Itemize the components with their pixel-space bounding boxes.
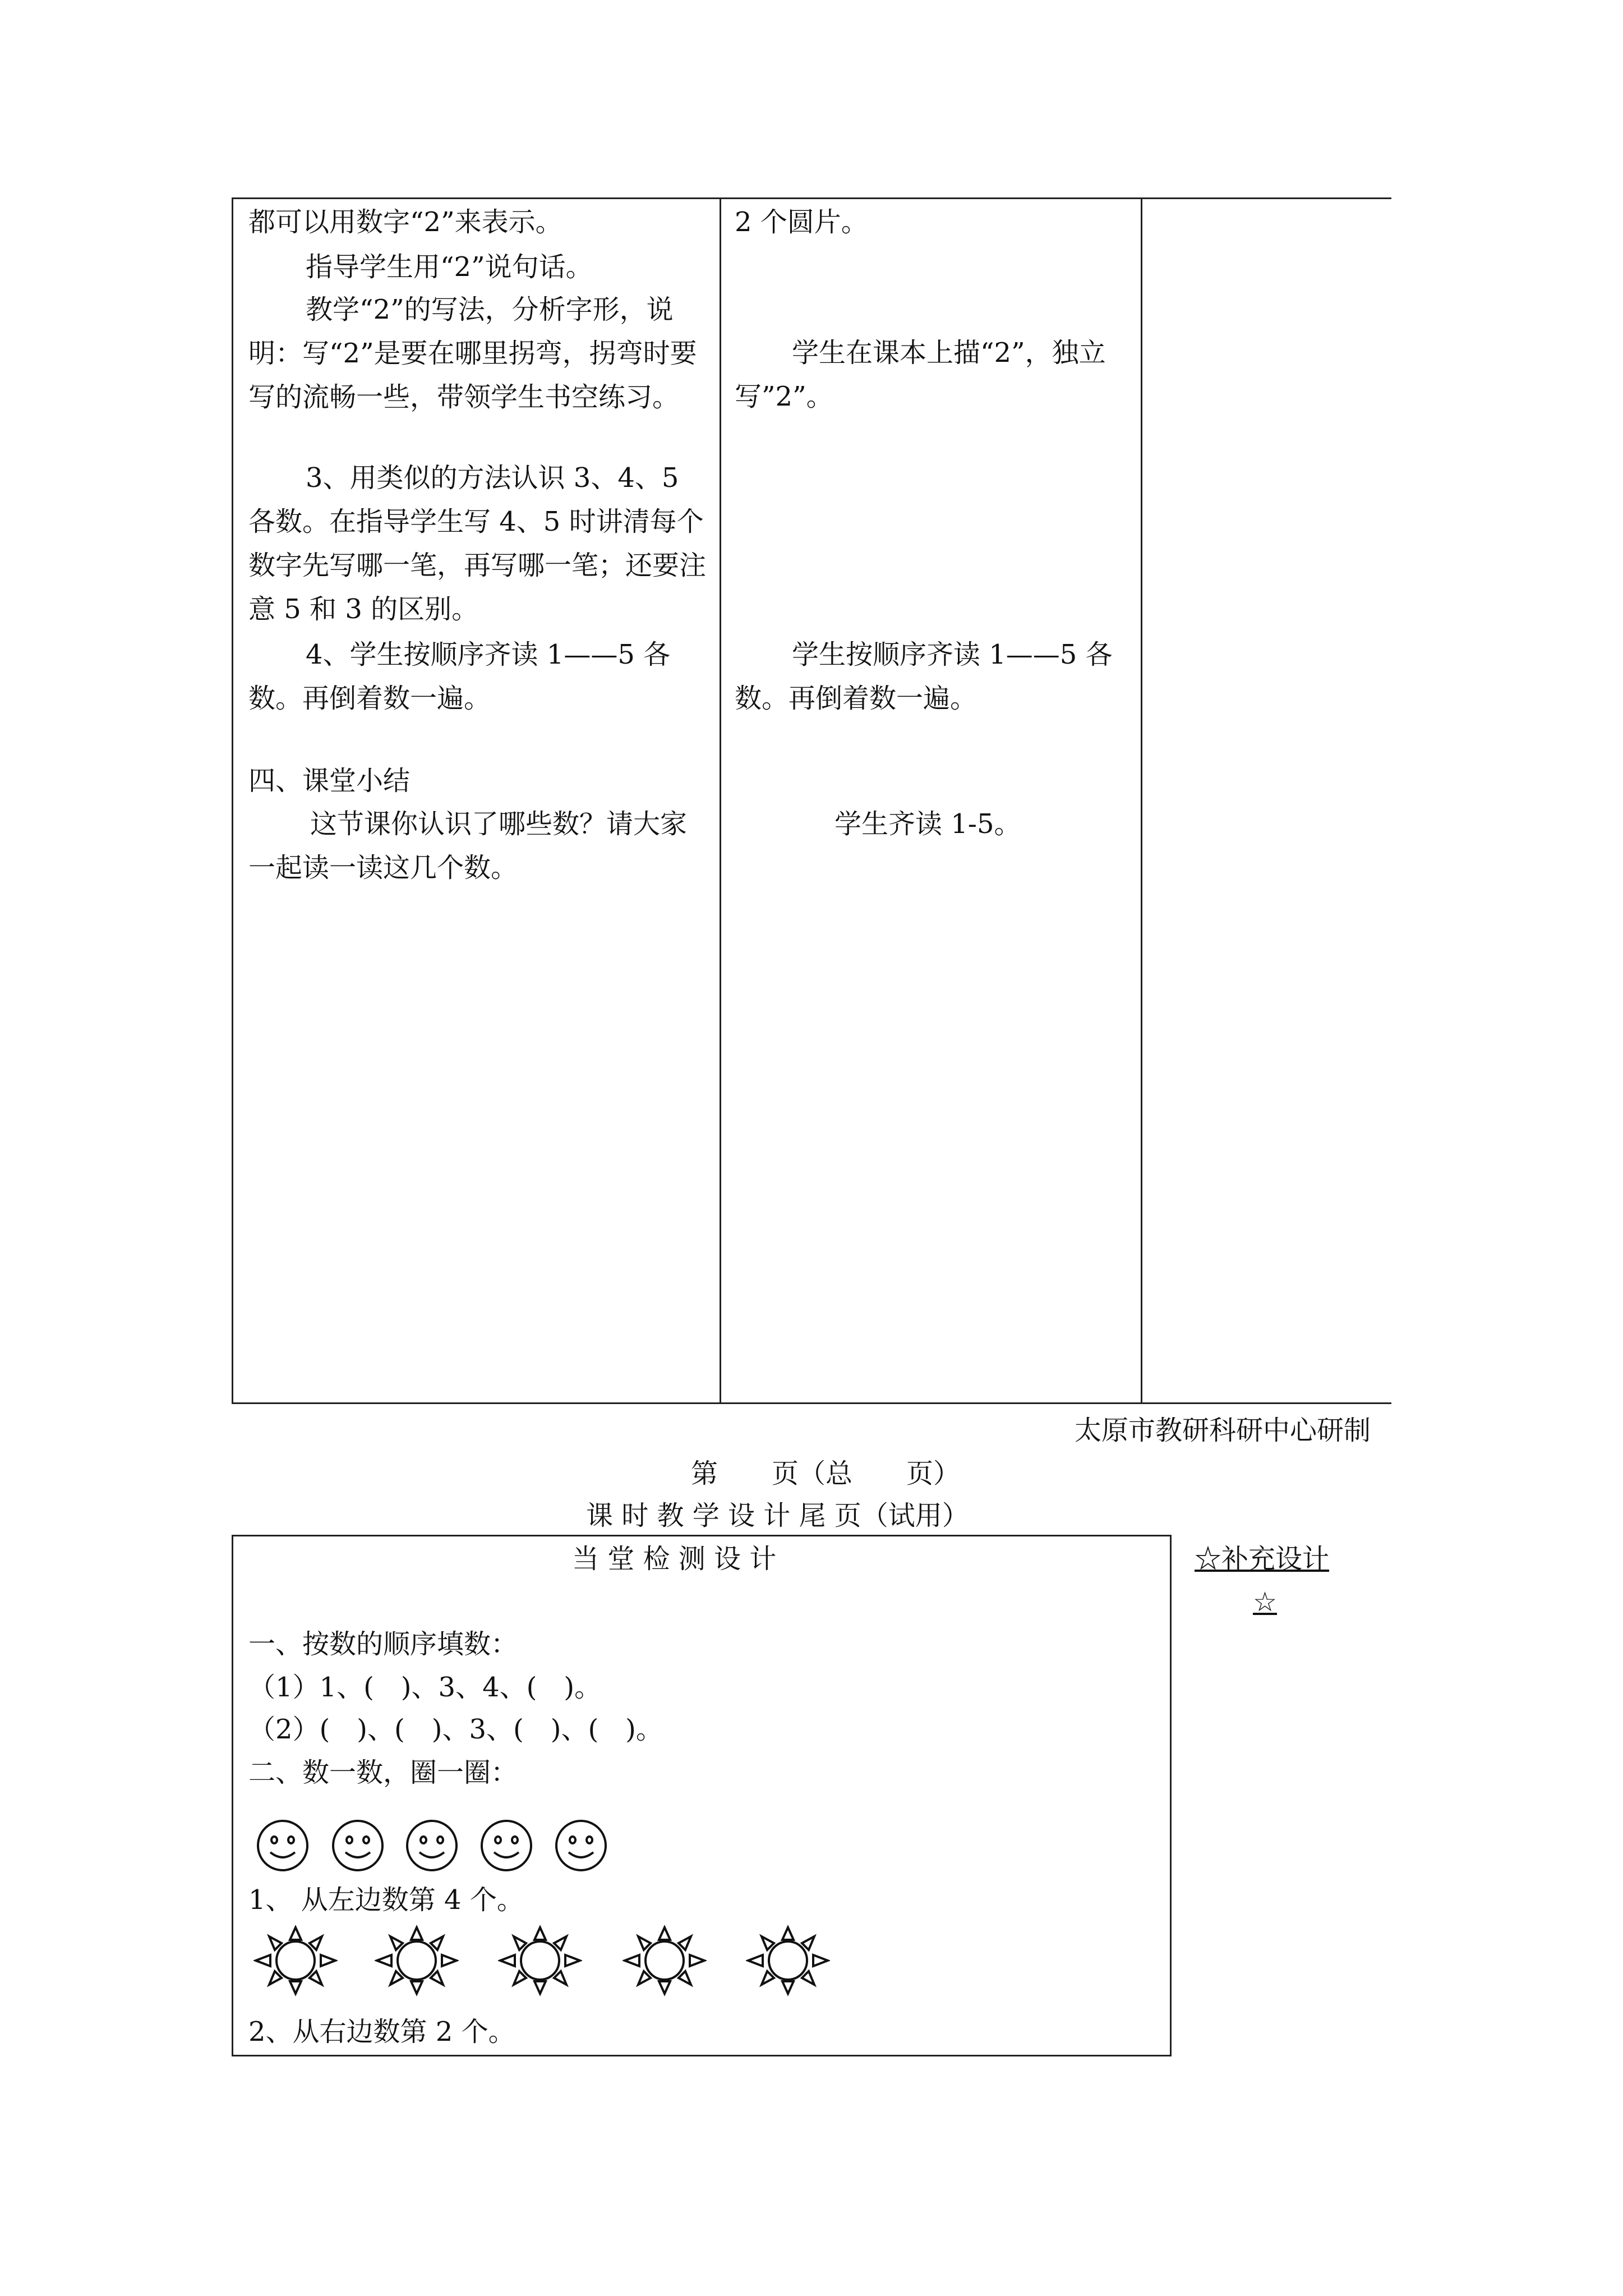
- sun-icon: [623, 1924, 707, 1997]
- footer-org: 太原市教研科研中心研制: [1075, 1415, 1371, 1446]
- sun-icon: [498, 1924, 582, 1997]
- smiley-icon: [405, 1819, 459, 1872]
- top-table-top-border: [232, 197, 1391, 199]
- top-table-divider-1: [720, 197, 721, 1404]
- left-para-5: 4、学生按顺序齐读 1——5 各数。再倒着数一遍。: [248, 639, 671, 714]
- middle-para-1: 2 个圆片。: [735, 206, 868, 238]
- smiley-icon: [554, 1819, 608, 1872]
- top-table-left-border: [232, 197, 233, 1404]
- left-para-3: 教学“2”的写法，分析字形，说明：写“2”是要在哪里拐弯，拐弯时要写的流畅一些，带领学生书空练习。: [248, 294, 697, 413]
- middle-para-2: 学生在课本上描“2”，独立写”2”。: [735, 337, 1106, 412]
- page-title: 课 时 教 学 设 计 尾 页（试用）: [586, 1500, 969, 1531]
- sun-icon: [253, 1924, 338, 1997]
- top-table-divider-2: [1141, 197, 1142, 1404]
- question-1: 一、按数的顺序填数：: [248, 1628, 518, 1660]
- top-table-bottom-border: [232, 1402, 1391, 1404]
- supplement-design-label: ☆补充设计: [1195, 1543, 1330, 1575]
- middle-para-4: 学生齐读 1-5。: [834, 808, 1021, 840]
- smiley-icon: [479, 1819, 533, 1872]
- smiley-icon: [331, 1819, 385, 1872]
- supplement-star: ☆: [1253, 1586, 1278, 1618]
- bottom-table-header: 当 堂 检 测 设 计: [572, 1543, 777, 1575]
- question-2-1: 1、 从左边数第 4 个。: [248, 1884, 524, 1916]
- page-number-line: 第 页（总 页）: [691, 1458, 961, 1489]
- question-2-2: 2、从右边数第 2 个。: [248, 2016, 515, 2047]
- middle-para-3: 学生按顺序齐读 1——5 各数。再倒着数一遍。: [735, 639, 1113, 714]
- sun-icon: [375, 1924, 459, 1997]
- section-summary-heading: 四、课堂小结: [248, 765, 411, 797]
- question-2: 二、数一数，圈一圈：: [248, 1757, 518, 1788]
- left-para-4: 3、用类似的方法认识 3、4、5 各数。在指导学生写 4、5 时讲清每个数字先写哪一笔，再写哪一笔；还要注意 5 和 3 的区别。: [248, 462, 707, 625]
- question-1b: （2）( )、( )、3、( )、( )。: [248, 1714, 663, 1745]
- question-1a: （1）1、( )、3、4、( )。: [248, 1672, 602, 1703]
- smiley-icon: [256, 1819, 310, 1872]
- sun-icon: [746, 1924, 830, 1997]
- left-para-7: 这节课你认识了哪些数？请大家一起读一读这几个数。: [248, 808, 688, 884]
- left-para-2: 指导学生用“2”说句话。: [306, 251, 593, 283]
- left-para-1: 都可以用数字“2”来表示。: [248, 206, 562, 238]
